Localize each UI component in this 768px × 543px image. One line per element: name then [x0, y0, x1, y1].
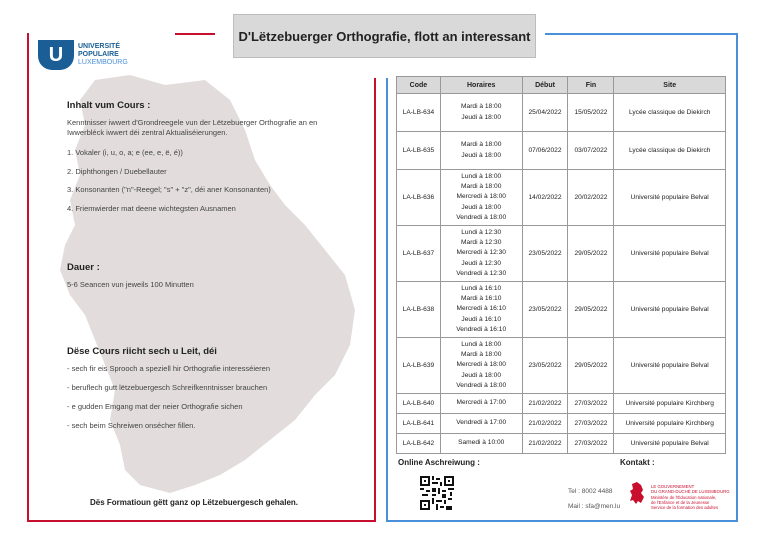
horaire-line: Mardi à 18:00 — [461, 141, 502, 149]
lion-crest-icon — [628, 481, 646, 505]
duration-text: 5-6 Seancen vun jeweils 100 Minutten — [67, 280, 194, 289]
header-debut: Début — [522, 77, 568, 94]
schedule-body — [397, 94, 726, 454]
cell-code: LA-LB-642 — [397, 434, 441, 454]
horaire-line: Mercredi à 18:00 — [456, 361, 506, 369]
horaire-line: Lundi à 16:10 — [461, 284, 502, 292]
table-row — [397, 94, 726, 132]
table-row — [397, 394, 726, 414]
cell-fin: 27/03/2022 — [568, 394, 614, 414]
cell-fin: 20/02/2022 — [568, 170, 614, 226]
table-row — [397, 282, 726, 338]
content-intro-line-2: Iwwerbléck iwwert déi zentral Aktualiséierungen. — [67, 128, 228, 137]
horaire-line: Jeudi à 18:00 — [461, 151, 502, 159]
cell-code: LA-LB-641 — [397, 414, 441, 434]
cell-code: LA-LB-634 — [397, 94, 441, 132]
horaire-line: Vendredi à 18:00 — [456, 213, 507, 221]
contact-email[interactable]: Mail : sfa@men.lu — [568, 503, 621, 510]
audience-item-3: - e gudden Emgang mat der neier Orthografie sichen — [67, 402, 243, 411]
cell-code: LA-LB-635 — [397, 132, 441, 170]
horaire-line: Mercredi à 18:00 — [456, 193, 506, 201]
gov-line-4: de l'Enfance et de la Jeunesse — [651, 499, 710, 505]
logo-mark: U — [38, 40, 74, 70]
cell-fin: 27/03/2022 — [568, 434, 614, 454]
cell-site: Université populaire Belval — [614, 434, 726, 454]
cell-fin: 29/05/2022 — [568, 338, 614, 394]
header-code: Code — [397, 77, 441, 94]
contact-label: Kontakt : — [620, 458, 655, 467]
table-row — [397, 434, 726, 454]
cell-debut: 07/06/2022 — [522, 132, 568, 170]
right-panel-top-accent — [545, 33, 738, 35]
cell-debut: 14/02/2022 — [522, 170, 568, 226]
content-item-3: 3. Konsonanten ("n"-Reegel; "s" + "z", déi aner Konsonanten) — [67, 185, 271, 194]
cell-site: Lycée classique de Diekirch — [614, 94, 726, 132]
horaire-line: Mardi à 18:00 — [461, 183, 502, 191]
gov-line-5: Service de la formation des adultes — [651, 505, 719, 511]
content-item-1: 1. Vokaler (i, u, o, a; e (ee, e, ë, é)) — [67, 148, 183, 157]
cell-debut: 25/04/2022 — [522, 94, 568, 132]
audience-title: Dëse Cours riicht sech u Leit, déi — [67, 346, 217, 357]
cell-site: Université populaire Belval — [614, 282, 726, 338]
cell-horaires — [440, 282, 522, 338]
table-row — [397, 132, 726, 170]
table-row — [397, 414, 726, 434]
horaire-line: Jeudi à 12:30 — [461, 259, 502, 267]
cell-site: Lycée classique de Diekirch — [614, 132, 726, 170]
audience-item-2: - beruflech gutt lëtzebuergesch Schreifkenntnisser brauchen — [67, 383, 268, 392]
cell-code: LA-LB-640 — [397, 394, 441, 414]
table-header-row — [397, 77, 726, 94]
logo-text — [78, 43, 128, 67]
horaire-line: Lundi à 18:00 — [461, 172, 502, 180]
logo-line-1: UNIVERSITÉ — [78, 43, 121, 50]
table-row — [397, 170, 726, 226]
horaire-line: Mercredi à 17:00 — [456, 399, 506, 407]
horaire-line: Mercredi à 16:10 — [456, 305, 506, 313]
horaire-line: Vendredi à 12:30 — [456, 269, 507, 277]
logo-line-2: POPULAIRE — [78, 51, 119, 58]
qr-code-icon[interactable] — [420, 476, 454, 510]
cell-site: Université populaire Belval — [614, 170, 726, 226]
horaire-line: Mardi à 18:00 — [461, 103, 502, 111]
table-row — [397, 338, 726, 394]
cell-debut: 23/05/2022 — [522, 226, 568, 282]
horaire-line: Vendredi à 16:10 — [456, 325, 507, 333]
contact-phone[interactable]: Tel : 8002 4488 — [568, 488, 613, 495]
horaire-line: Jeudi à 18:00 — [461, 113, 502, 121]
content-intro-line-1: Kenntnisser iwwert d'Grondreegele vun der Lëtzebuerger Orthografie an en — [67, 118, 318, 127]
cell-code: LA-LB-637 — [397, 226, 441, 282]
content-item-4: 4. Friemwierder mat deene wichtegsten Ausnamen — [67, 204, 236, 213]
gov-line-3: Ministère de l'Éducation nationale, — [651, 494, 717, 500]
cell-horaires — [440, 132, 522, 170]
online-registration-label: Online Aschreiwung : — [398, 458, 480, 467]
cell-horaires — [440, 394, 522, 414]
cell-site: Université populaire Belval — [614, 226, 726, 282]
cell-fin: 03/07/2022 — [568, 132, 614, 170]
content-title: Inhalt vum Cours : — [67, 100, 151, 111]
cell-fin: 15/05/2022 — [568, 94, 614, 132]
cell-site: Université populaire Kirchberg — [614, 414, 726, 434]
cell-horaires — [440, 434, 522, 454]
horaire-line: Vendredi à 18:00 — [456, 381, 507, 389]
cell-fin: 29/05/2022 — [568, 226, 614, 282]
horaire-line: Mardi à 18:00 — [461, 351, 502, 359]
cell-horaires — [440, 414, 522, 434]
cell-horaires — [440, 94, 522, 132]
cell-site: Université populaire Kirchberg — [614, 394, 726, 414]
content-item-2: 2. Diphthongen / Duebellauter — [67, 167, 167, 176]
gov-line-2: DU GRAND-DUCHÉ DE LUXEMBOURG — [651, 489, 730, 495]
cell-debut: 21/02/2022 — [522, 434, 568, 454]
horaire-line: Mardi à 16:10 — [461, 295, 502, 303]
schedule-table — [396, 76, 726, 454]
cell-fin: 29/05/2022 — [568, 282, 614, 338]
content-intro — [67, 118, 317, 138]
cell-code: LA-LB-636 — [397, 170, 441, 226]
header-fin: Fin — [568, 77, 614, 94]
cell-site: Université populaire Belval — [614, 338, 726, 394]
audience-item-4: - sech beim Schreiwen onsécher fillen. — [67, 421, 196, 430]
horaire-line: Lundi à 18:00 — [461, 340, 502, 348]
duration-title: Dauer : — [67, 262, 100, 273]
left-panel-top-accent — [175, 33, 215, 35]
horaire-line: Jeudi à 18:00 — [461, 371, 502, 379]
horaire-line: Mercredi à 12:30 — [456, 249, 506, 257]
horaire-line: Samedi à 10:00 — [458, 439, 505, 447]
cell-debut: 23/05/2022 — [522, 282, 568, 338]
right-panel-left-accent — [386, 78, 388, 522]
gov-line-1: LE GOUVERNEMENT — [651, 484, 695, 489]
table-row — [397, 226, 726, 282]
left-panel-right-accent — [374, 78, 376, 522]
cell-debut: 21/02/2022 — [522, 414, 568, 434]
audience-item-1: - sech fir eis Sprooch a speziell hir Orthografie interesséieren — [67, 364, 271, 373]
cell-debut: 23/05/2022 — [522, 338, 568, 394]
header-horaires: Horaires — [440, 77, 522, 94]
horaire-line: Mardi à 12:30 — [461, 239, 502, 247]
government-label — [651, 484, 730, 510]
cell-code: LA-LB-639 — [397, 338, 441, 394]
horaire-line: Jeudi à 18:00 — [461, 203, 502, 211]
cell-horaires — [440, 338, 522, 394]
page-title: D'Lëtzebuerger Orthografie, flott an interessant — [233, 14, 536, 58]
cell-horaires — [440, 226, 522, 282]
cell-fin: 27/03/2022 — [568, 414, 614, 434]
horaire-line: Jeudi à 16:10 — [461, 315, 502, 323]
logo-line-3: LUXEMBOURG — [78, 59, 128, 66]
cell-code: LA-LB-638 — [397, 282, 441, 338]
horaire-line: Vendredi à 17:00 — [456, 419, 507, 427]
header-site: Site — [614, 77, 726, 94]
horaire-line: Lundi à 12:30 — [461, 228, 502, 236]
cell-horaires — [440, 170, 522, 226]
universite-populaire-logo — [38, 40, 128, 70]
language-note: Dës Formatioun gëtt ganz op Lëtzebuergesch gehalen. — [90, 498, 299, 507]
cell-debut: 21/02/2022 — [522, 394, 568, 414]
